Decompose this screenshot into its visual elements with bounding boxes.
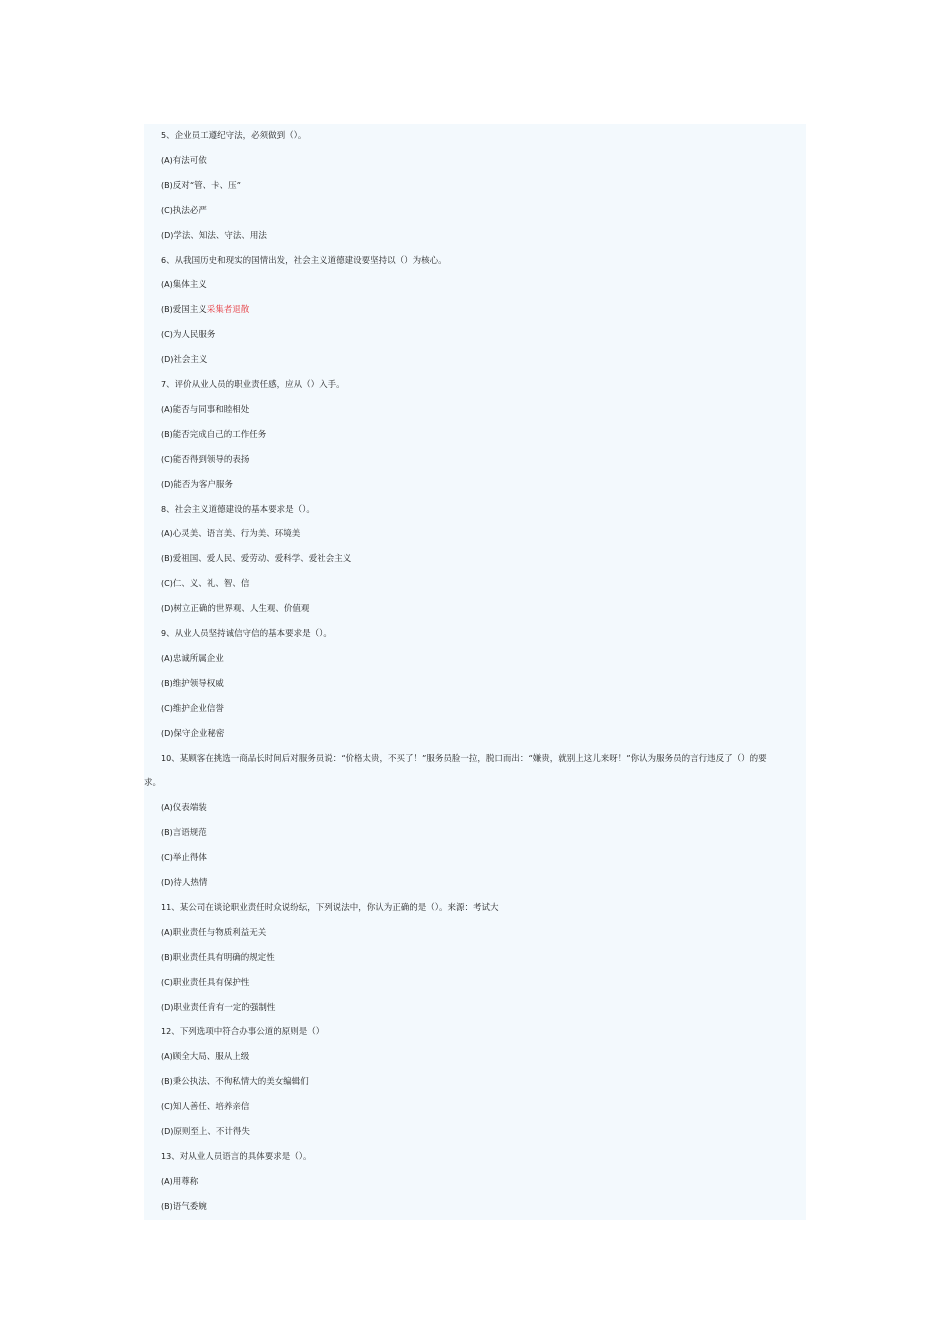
option-label: (A): [161, 1052, 173, 1062]
option-text: 能否完成自己的工作任务: [172, 429, 267, 440]
question-number: 11: [161, 902, 172, 912]
option-line: [161, 1126, 806, 1138]
option-label: (A): [161, 155, 173, 165]
option-label: (C): [161, 330, 173, 340]
option-label: (C): [161, 703, 173, 713]
option-text: 知人善任、培养亲信: [172, 1102, 250, 1113]
option-text: 能否为客户服务: [173, 479, 233, 490]
question-number: 9: [161, 629, 167, 638]
option-line: [161, 304, 806, 316]
question-text: 、企业员工遵纪守法，必须做到（）。: [166, 131, 307, 141]
question-number: 10: [161, 753, 172, 763]
question-text: 、下列选项中符合办事公道的原则是（）: [171, 1027, 325, 1038]
option-label: (C): [161, 853, 173, 863]
option-line: [161, 155, 806, 167]
option-label: (D): [161, 728, 174, 738]
option-label: (A): [161, 803, 173, 813]
question-number: 5: [161, 131, 167, 140]
question-text: 、社会主义道德建设的基本要求是（）。: [166, 504, 315, 515]
option-line: [161, 1076, 806, 1088]
option-text: 能否得到领导的表扬: [172, 454, 250, 465]
option-text: 语气委婉: [172, 1201, 207, 1212]
option-line: [161, 354, 806, 366]
option-text: 有法可依: [172, 155, 207, 166]
option-line: [161, 927, 806, 939]
option-line: [161, 404, 806, 416]
question-number: 12: [161, 1027, 172, 1037]
option-label: (A): [161, 280, 173, 290]
option-line: [161, 703, 806, 715]
option-text: 职业责任与物质利益无关: [172, 927, 267, 938]
option-text: 集体主义: [172, 280, 207, 291]
question-line: [161, 379, 806, 391]
option-text: 职业责任具有保护性: [172, 977, 250, 988]
option-label: (D): [161, 230, 174, 240]
option-text: 顾全大局、服从上级: [172, 1052, 250, 1063]
option-line: [161, 952, 806, 964]
option-line: [161, 1101, 806, 1113]
option-label: (B): [161, 554, 173, 564]
question-line: [161, 628, 806, 640]
watermark-text: 采集者退散: [206, 305, 250, 316]
option-text: 保守企业秘密: [173, 728, 225, 739]
option-text: 维护企业信誉: [172, 703, 224, 714]
option-line: [161, 1201, 806, 1213]
option-text: 待人热情: [173, 878, 208, 888]
option-label: (B): [161, 1077, 173, 1087]
option-text: 学法、知法、守法、用法: [173, 230, 267, 241]
option-line: [161, 429, 806, 441]
option-label: (B): [161, 180, 173, 190]
question-line: [161, 130, 806, 142]
option-text: 言语规范: [172, 828, 207, 839]
question-line: [161, 255, 806, 267]
option-text: 用尊称: [172, 1176, 199, 1187]
option-line: [161, 180, 806, 192]
question-line: [161, 753, 806, 765]
option-label: (B): [161, 678, 173, 688]
option-text: 职业责任肯有一定的强制性: [173, 1002, 276, 1013]
option-text: 维护领导权威: [172, 678, 224, 689]
option-label: (C): [161, 977, 173, 987]
option-label: (B): [161, 952, 173, 962]
option-text: 树立正确的世界观、人生观、价值观: [173, 604, 310, 615]
option-text: 仁、义、礼、智、信: [172, 579, 250, 590]
option-text: 心灵美、语言美、行为美、环境美: [172, 529, 301, 540]
option-text: 职业责任具有明确的规定性: [172, 952, 275, 963]
option-label: (A): [161, 404, 173, 414]
option-label: (D): [161, 1002, 174, 1012]
option-line: [161, 230, 806, 242]
option-text: 举止得体: [172, 853, 207, 864]
document-content: [144, 124, 806, 1220]
question-line: [161, 1151, 806, 1163]
option-label: (A): [161, 927, 173, 937]
option-text: 爱祖国、爱人民、爱劳动、爱科学、爱社会主义: [172, 554, 352, 565]
option-label: (D): [161, 355, 174, 365]
question-text: 、从我国历史和现实的国情出发，社会主义道德建设要坚持以（）为核心。: [166, 255, 447, 266]
question-text: 、某公司在谈论职业责任时众说纷纭，下列说法中，你认为正确的是（）。来源：考试大: [171, 902, 499, 913]
option-label: (C): [161, 579, 173, 589]
option-text: 原则至上、不计得失: [173, 1127, 250, 1137]
option-label: (D): [161, 878, 174, 887]
question-number: 8: [161, 504, 167, 514]
option-text: 执法必严: [172, 205, 207, 216]
question-text: 、评价从业人员的职业责任感，应从（）入手。: [166, 380, 345, 390]
option-label: (B): [161, 305, 173, 315]
option-text: 社会主义: [173, 355, 208, 366]
question-continuation: [144, 777, 806, 789]
option-line: [161, 1002, 806, 1014]
option-line: [161, 528, 806, 540]
option-line: [161, 329, 806, 341]
option-text: 忠诚所属企业: [172, 653, 224, 664]
question-text: 、从业人员坚持诚信守信的基本要求是（）。: [166, 629, 332, 639]
option-line: [161, 578, 806, 590]
option-label: (C): [161, 454, 173, 464]
option-line: [161, 678, 806, 690]
option-line: [161, 852, 806, 864]
option-line: [161, 653, 806, 665]
option-label: (A): [161, 529, 173, 539]
question-number: 6: [161, 255, 167, 265]
option-text: 爱国主义: [172, 305, 207, 316]
option-label: (A): [161, 1176, 173, 1186]
option-line: [161, 977, 806, 989]
option-label: (D): [161, 604, 174, 614]
option-text: 仪表端装: [172, 803, 207, 814]
option-line: [161, 827, 806, 839]
option-line: [161, 553, 806, 565]
option-label: (D): [161, 1127, 174, 1136]
option-label: (C): [161, 1102, 173, 1112]
option-text: 能否与同事和睦相处: [172, 404, 250, 415]
option-text: 秉公执法、不徇私情大的美女编辑们: [172, 1077, 309, 1088]
option-text: 反对“管、卡、压”: [172, 180, 241, 191]
option-line: [161, 603, 806, 615]
question-number: 7: [161, 380, 167, 389]
question-number: 13: [161, 1151, 172, 1161]
option-label: (A): [161, 653, 173, 663]
question-line: [161, 504, 806, 516]
option-label: (D): [161, 479, 174, 489]
question-line: [161, 1026, 806, 1038]
option-line: [161, 479, 806, 491]
question-text: 、对从业人员语言的具体要求是（）。: [171, 1151, 312, 1162]
option-line: [161, 454, 806, 466]
option-text: 为人民服务: [172, 330, 216, 341]
option-line: [161, 1051, 806, 1063]
option-line: [161, 728, 806, 740]
question-line: [161, 902, 806, 914]
option-line: [161, 877, 806, 889]
option-line: [161, 205, 806, 217]
question-text: 、某顾客在挑选一商品长时间后对服务员说：“价格太贵，不买了！”服务员脸一拉，脱口而出：“嫌贵，就别上这儿来呀！”你认为服务员的言行违反了（）的要: [171, 753, 767, 764]
option-label: (B): [161, 1201, 173, 1211]
option-line: [161, 279, 806, 291]
option-line: [161, 802, 806, 814]
option-label: (C): [161, 205, 173, 215]
option-text: 求。: [144, 778, 162, 789]
option-label: (B): [161, 828, 173, 838]
option-line: [161, 1176, 806, 1188]
option-label: (B): [161, 429, 173, 439]
